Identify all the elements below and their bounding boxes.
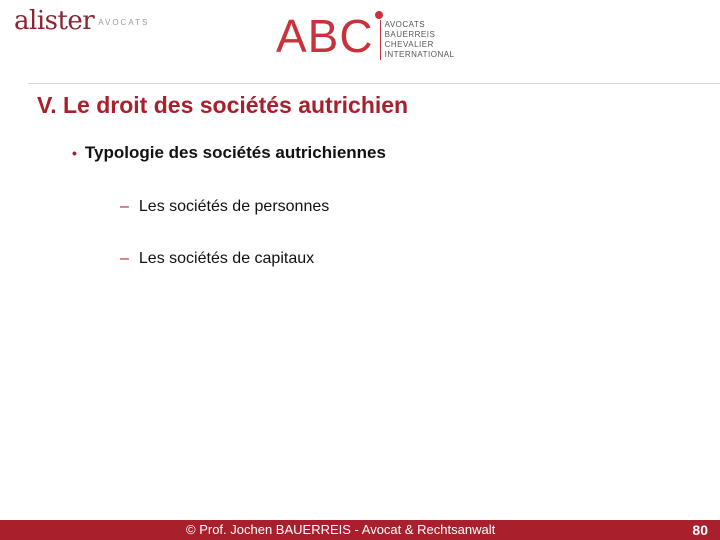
abci-logo-line: INTERNATIONAL bbox=[384, 50, 455, 59]
sub-bullet-item bbox=[120, 198, 329, 216]
footer-bar bbox=[0, 520, 720, 540]
abci-logo bbox=[276, 8, 455, 64]
bullet-text: Typologie des sociétés autrichiennes bbox=[84, 143, 386, 162]
sub-bullet-item bbox=[120, 250, 314, 268]
abci-logo-line: BAUERREIS bbox=[384, 30, 436, 39]
alister-logo-sub: AVOCATS bbox=[98, 18, 150, 27]
bullet-dot-icon: • bbox=[72, 145, 77, 161]
page-number: 80 bbox=[692, 522, 708, 538]
slide-title: V. Le droit des sociétés autrichien bbox=[37, 92, 409, 118]
abci-logo-line: AVOCATS bbox=[384, 20, 426, 29]
header-divider bbox=[28, 83, 720, 84]
abci-logo-dot-icon bbox=[375, 11, 383, 19]
alister-logo-word: alister bbox=[14, 6, 95, 36]
abci-logo-letters: ABC bbox=[276, 10, 374, 62]
abci-logo-lines bbox=[380, 20, 455, 60]
footer-copyright: © Prof. Jochen BAUERREIS - Avocat & Rechtsanwalt bbox=[186, 522, 496, 537]
bullet-item bbox=[72, 143, 386, 163]
dash-icon: – bbox=[120, 250, 129, 267]
abci-logo-line: CHEVALIER bbox=[384, 40, 434, 49]
dash-icon: – bbox=[120, 198, 129, 215]
alister-logo bbox=[14, 6, 149, 42]
sub-bullet-text: Les sociétés de personnes bbox=[138, 198, 330, 215]
sub-bullet-text: Les sociétés de capitaux bbox=[138, 250, 315, 267]
